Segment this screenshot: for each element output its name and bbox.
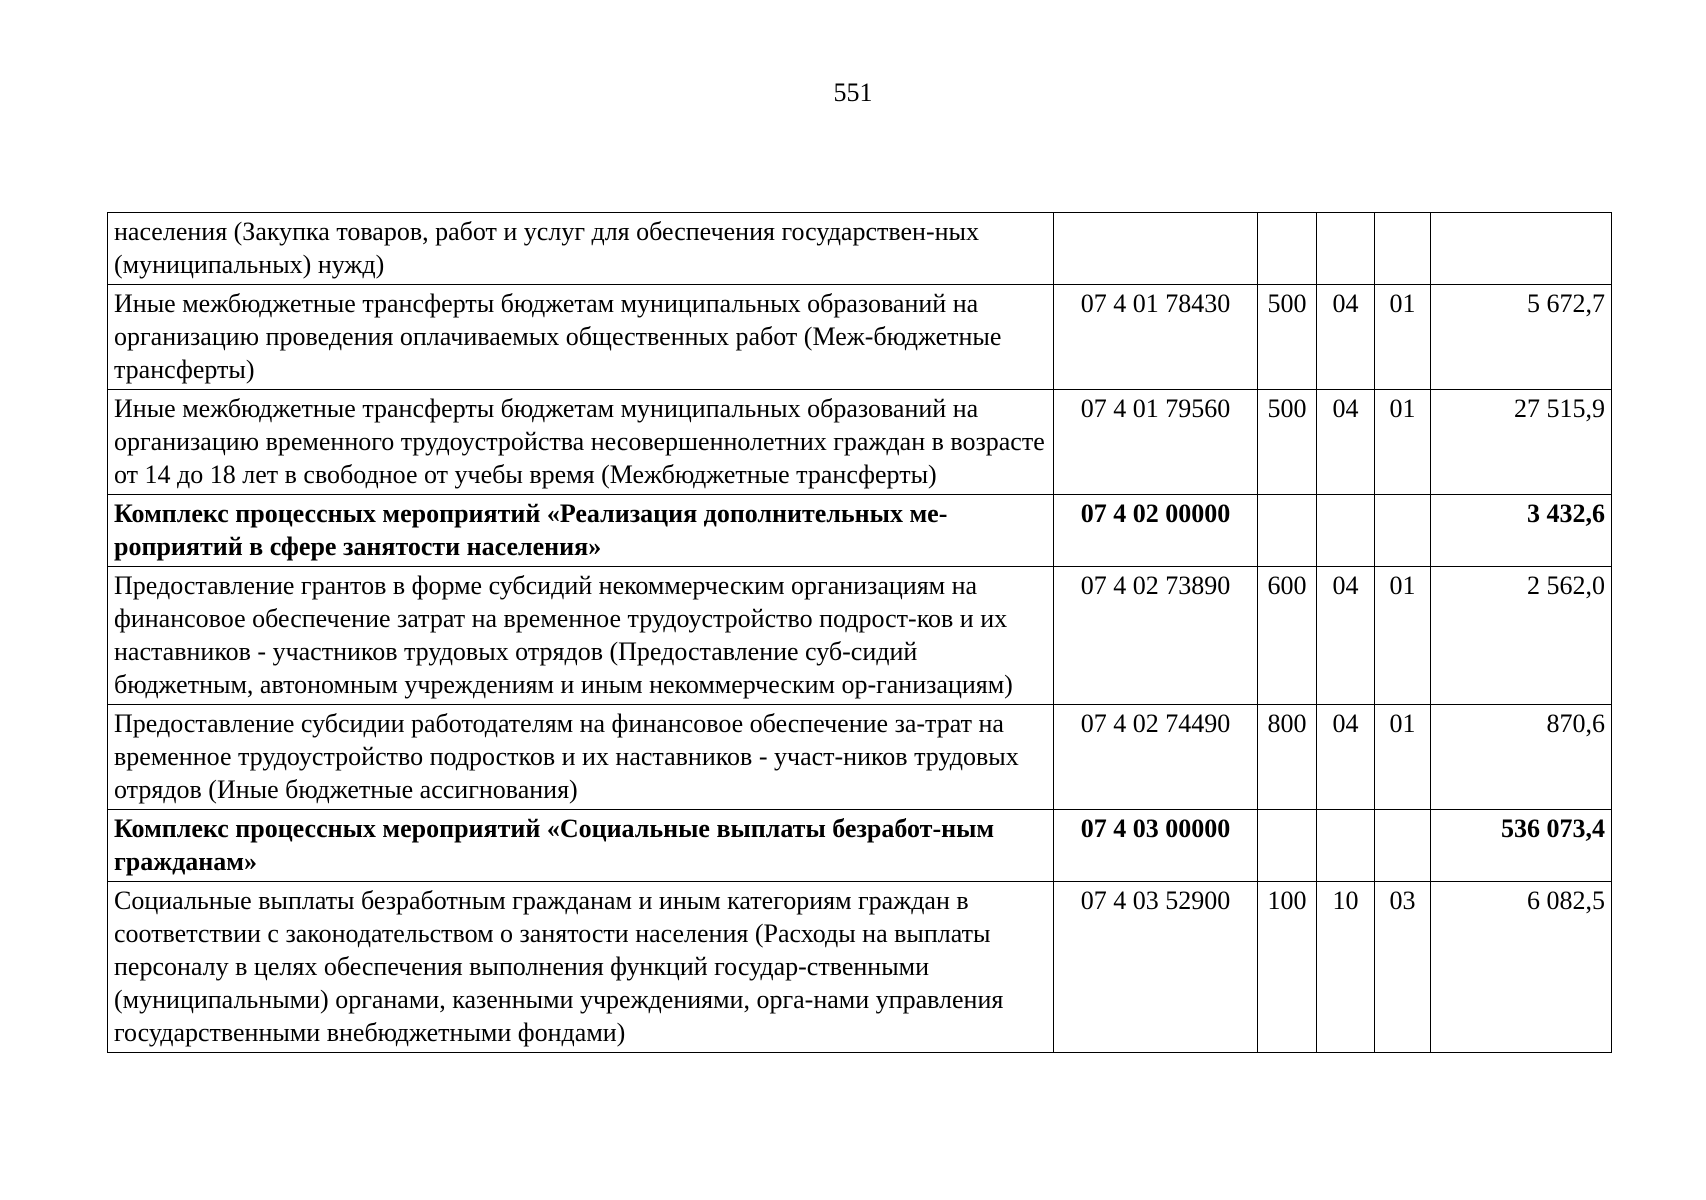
row-code: 07 4 02 73890 [1054,567,1258,705]
row-code: 07 4 03 52900 [1054,882,1258,1053]
row-rz: 04 [1317,567,1375,705]
row-description: Социальные выплаты безработным гражданам и иным категориям граждан в соответствии с законодательством о занятости населения (Расходы на выплаты персоналу в целях обеспечения выполнения функций государ-ственными (муниципальными) органами, казенными учреждениями, орга-нами управления государственными внебюджетными фондами) [108,882,1054,1053]
table-row [108,567,1612,705]
row-rz [1317,810,1375,882]
table-row-section [108,810,1612,882]
row-vr: 800 [1258,705,1317,810]
table-row [108,882,1612,1053]
table-row [108,390,1612,495]
table-row-section [108,495,1612,567]
row-rz: 10 [1317,882,1375,1053]
row-rz [1317,495,1375,567]
row-rz [1317,213,1375,285]
row-rz: 04 [1317,285,1375,390]
row-amount: 5 672,7 [1431,285,1612,390]
row-vr [1258,810,1317,882]
row-amount [1431,213,1612,285]
row-code: 07 4 02 00000 [1054,495,1258,567]
row-description: Комплекс процессных мероприятий «Реализация дополнительных ме-роприятий в сфере занятости населения» [108,495,1054,567]
row-pr: 03 [1375,882,1431,1053]
row-pr [1375,213,1431,285]
row-description: Предоставление грантов в форме субсидий некоммерческим организациям на финансовое обеспечение затрат на временное трудоустройство подрост-ков и их наставников - участников трудовых отрядов (Предоставление суб-сидий бюджетным, автономным учреждениям и иным некоммерческим ор-ганизациям) [108,567,1054,705]
row-amount: 2 562,0 [1431,567,1612,705]
row-rz: 04 [1317,390,1375,495]
row-pr: 01 [1375,567,1431,705]
row-code: 07 4 03 00000 [1054,810,1258,882]
row-code: 07 4 01 78430 [1054,285,1258,390]
row-code: 07 4 02 74490 [1054,705,1258,810]
row-amount: 870,6 [1431,705,1612,810]
row-description: Иные межбюджетные трансферты бюджетам муниципальных образований на организацию временного трудоустройства несовершеннолетних граждан в возрасте от 14 до 18 лет в свободное от учебы время (Межбюджетные трансферты) [108,390,1054,495]
row-amount: 27 515,9 [1431,390,1612,495]
row-vr [1258,213,1317,285]
table-row [108,213,1612,285]
row-code: 07 4 01 79560 [1054,390,1258,495]
row-pr [1375,495,1431,567]
row-amount: 536 073,4 [1431,810,1612,882]
row-amount: 6 082,5 [1431,882,1612,1053]
row-vr: 500 [1258,285,1317,390]
table-row [108,705,1612,810]
row-pr: 01 [1375,285,1431,390]
row-pr [1375,810,1431,882]
row-vr [1258,495,1317,567]
row-rz: 04 [1317,705,1375,810]
row-description: Предоставление субсидии работодателям на финансовое обеспечение за-трат на временное трудоустройство подростков и их наставников - участ-ников трудовых отрядов (Иные бюджетные ассигнования) [108,705,1054,810]
row-amount: 3 432,6 [1431,495,1612,567]
row-description: Комплекс процессных мероприятий «Социальные выплаты безработ-ным гражданам» [108,810,1054,882]
row-pr: 01 [1375,705,1431,810]
page-number: 551 [833,78,873,107]
row-vr: 600 [1258,567,1317,705]
row-description: Иные межбюджетные трансферты бюджетам муниципальных образований на организацию проведения оплачиваемых общественных работ (Меж-бюджетные трансферты) [108,285,1054,390]
row-description: населения (Закупка товаров, работ и услуг для обеспечения государствен-ных (муниципальных) нужд) [108,213,1054,285]
budget-table [107,212,1612,1053]
row-vr: 500 [1258,390,1317,495]
row-vr: 100 [1258,882,1317,1053]
table-row [108,285,1612,390]
row-code [1054,213,1258,285]
row-pr: 01 [1375,390,1431,495]
